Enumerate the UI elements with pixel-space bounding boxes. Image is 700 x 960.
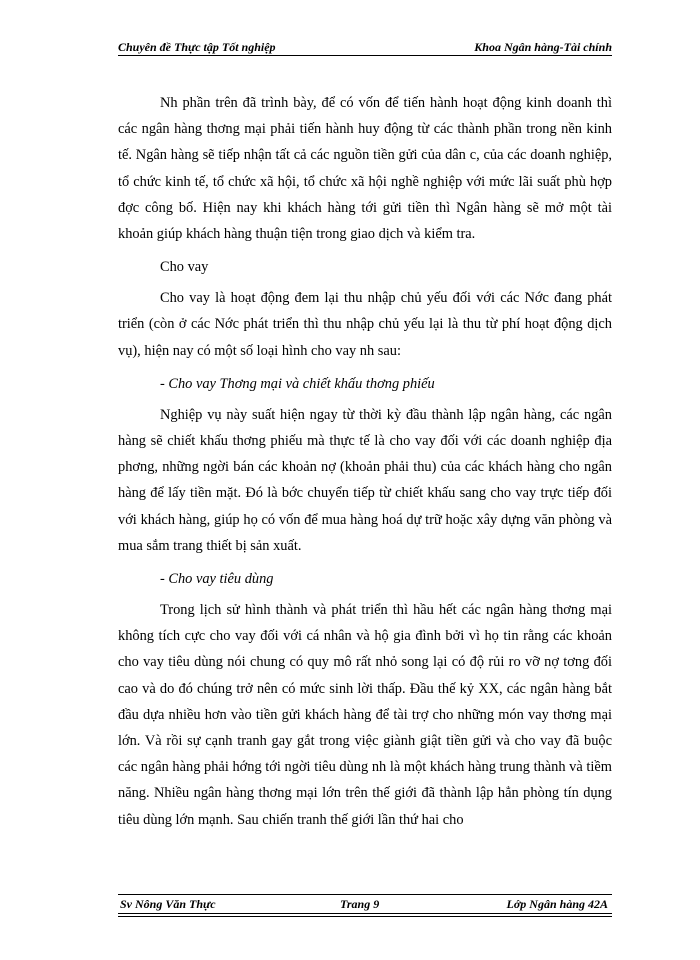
footer-page-number: Trang 9 xyxy=(340,897,380,911)
footer-author: Sv Nông Văn Thực xyxy=(120,897,216,911)
paragraph-lending-intro: Cho vay là hoạt động đem lại thu nhập chủ yếu đối với các Nớc đang phát triển (còn ở các Nớc phát triển thì thu nhập chủ yếu lại là thu từ phí hoạt động dịch vụ), hiện nay có một số loại hình cho vay nh sau: xyxy=(118,290,612,359)
footer-class: Lớp Ngân hàng 42A xyxy=(506,897,608,911)
page-header xyxy=(118,38,612,60)
subheading-commercial-lending: - Cho vay Thơng mại và chiết khấu thơng phiếu xyxy=(160,375,435,392)
document-body xyxy=(118,90,612,833)
subheading-consumer-lending: - Cho vay tiêu dùng xyxy=(160,571,274,588)
paragraph-consumer-lending: Trong lịch sử hình thành và phát triển thì hầu hết các ngân hàng thơng mại không tích cực cho vay đối với cá nhân và hộ gia đình bởi vì họ tin rằng các khoản cho vay tiêu dùng nói chung có quy mô rất nhỏ song lại có độ rủi ro vỡ nợ tơng đối cao và do đó chúng trở nên có mức sinh lời thấp. Đầu thế kỷ XX, các ngân hàng bắt đầu dựa nhiều hơn vào tiền gửi khách hàng để tài trợ cho những món vay thơng mại lớn. Và rồi sự cạnh tranh gay gắt trong việc giành giật tiền gửi và cho vay đã buộc các ngân hàng phải hớng tới ngời tiêu dùng nh là một khách hàng trung thành và tiềm năng. Nhiều ngân hàng thơng mại lớn trên thế giới đã thành lập hẳn phòng tín dụng tiêu dùng lớn mạnh. Sau chiến tranh thế giới lần thứ hai cho xyxy=(118,602,612,828)
paragraph-commercial-lending: Nghiệp vụ này suất hiện ngay từ thời kỳ đầu thành lập ngân hàng, các ngân hàng sẽ chiết khấu thơng phiếu mà thực tế là cho vay đối với các doanh nghiệp địa phơng, những ngời bán các khoản nợ (khoản phải thu) của các khách hàng cho ngân hàng để lấy tiền mặt. Đó là bớc chuyển tiếp từ chiết khấu sang cho vay trực tiếp đối với khách hàng, giúp họ có vốn để mua hàng hoá dự trữ hoặc xây dựng văn phòng và mua sắm trang thiết bị sản xuất. xyxy=(118,406,612,554)
heading-cho-vay: Cho vay xyxy=(160,259,209,276)
page-footer xyxy=(118,894,612,917)
paragraph-deposits: Nh phần trên đã trình bày, để có vốn để tiến hành hoạt động kinh doanh thì các ngân hàng thơng mại phải tiến hành huy động từ các thành phần trong nền kinh tế. Ngân hàng sẽ tiếp nhận tất cả các nguồn tiền gửi của dân c, của các doanh nghiệp, tổ chức kinh tế, tổ chức xã hội, tổ chức xã hội nghề nghiệp với mức lãi suất phù hợp đợc công bố. Hiện nay khi khách hàng tới gửi tiền thì Ngân hàng sẽ mở một tài khoản giúp khách hàng thuận tiện trong giao dịch và kiểm tra. xyxy=(118,95,612,243)
header-left-title: Chuyên đề Thực tập Tốt nghiệp xyxy=(118,40,276,54)
header-right-title: Khoa Ngân hàng-Tài chính xyxy=(474,40,612,54)
header-rule xyxy=(118,55,612,56)
